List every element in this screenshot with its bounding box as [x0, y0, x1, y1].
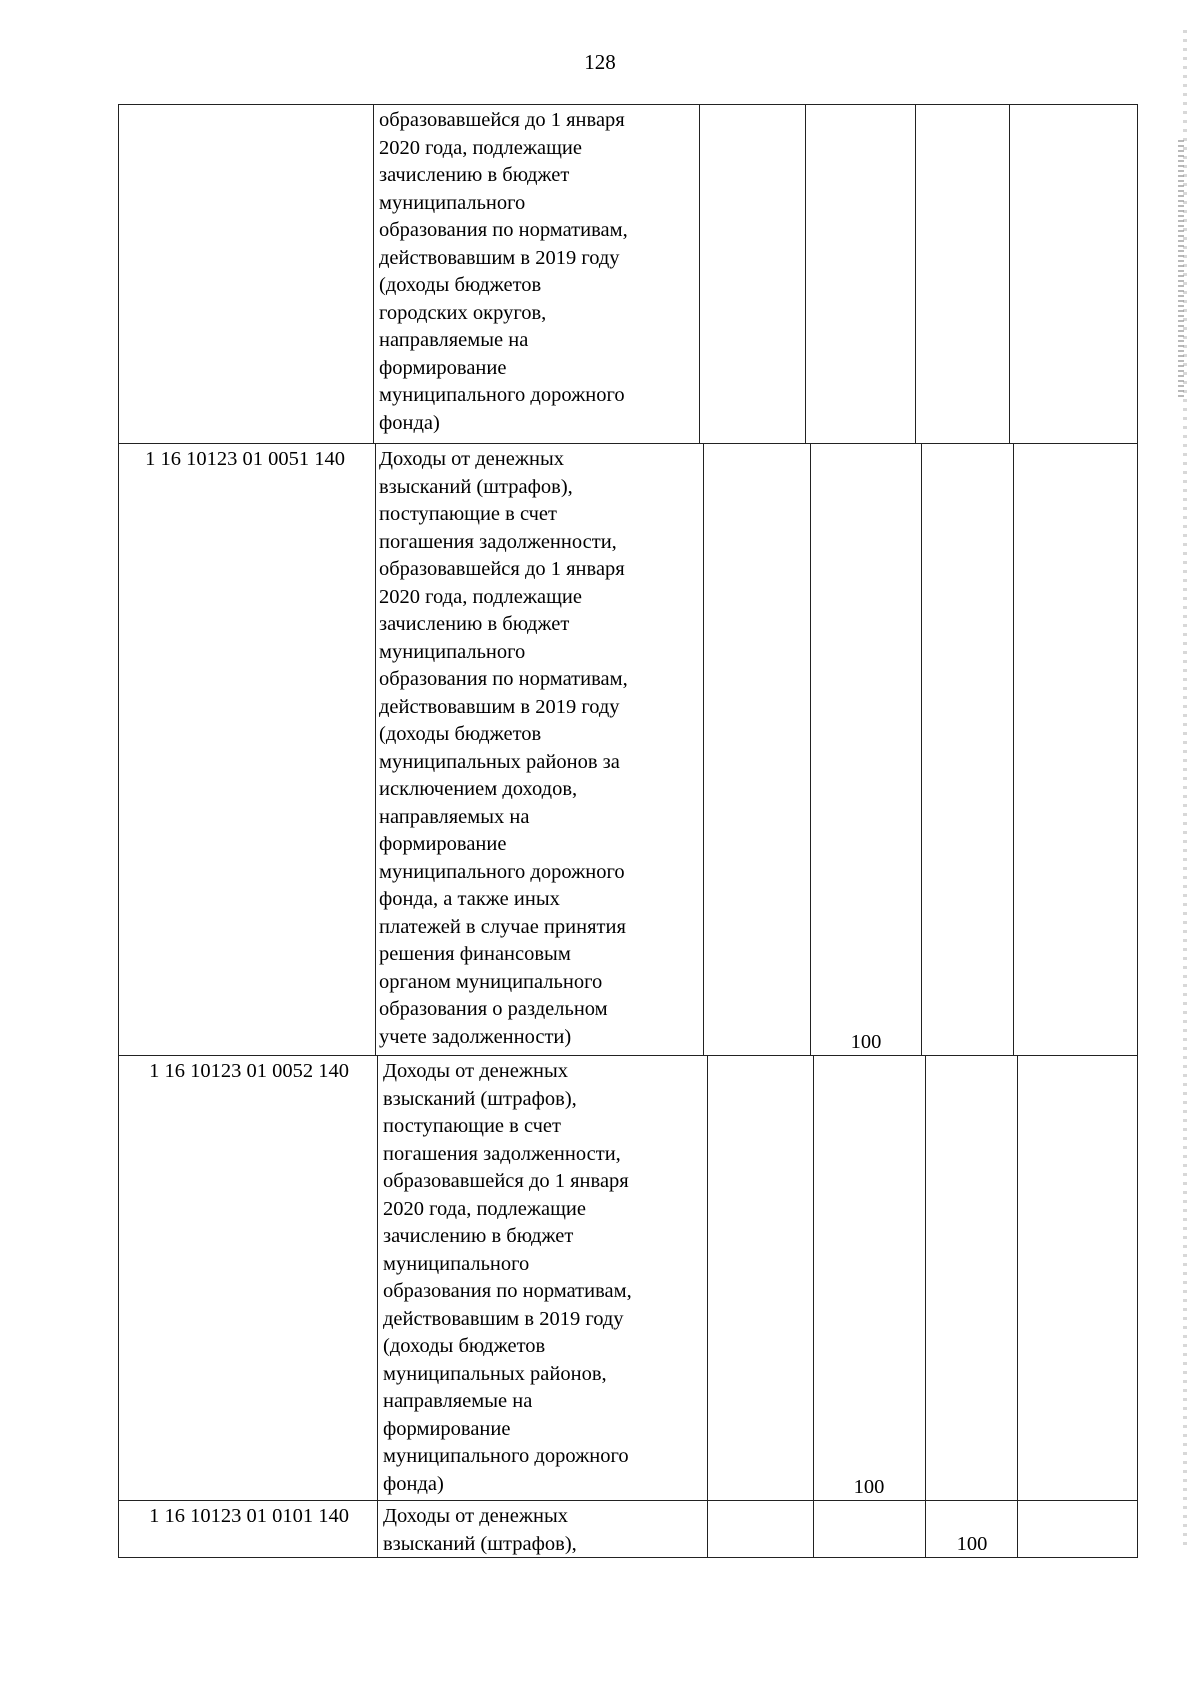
kbk-code-cell: 1 16 10123 01 0101 140: [149, 1505, 349, 1527]
table-row: [118, 1501, 1138, 1558]
kbk-code-cell: 1 16 10123 01 0052 140: [149, 1060, 349, 1082]
scan-edge-artifact: [1178, 140, 1184, 400]
table-row: [118, 1056, 1138, 1501]
description-cell: Доходы от денежных взысканий (штрафов), поступающие в счет погашения задолженности, образовавшейся до 1 января 2020 года, подлежащие зачислению в бюджет муниципального образования по нормативам, действовавшим в 2019 году (доходы бюджетов муниципальных районов, направляемые на формирование муниципального дорожного фонда): [383, 1060, 632, 1495]
description-cell: Доходы от денежных взысканий (штрафов),: [383, 1505, 577, 1555]
table-row: [118, 104, 1138, 444]
description-cell: Доходы от денежных взысканий (штрафов), поступающие в счет погашения задолженности, образовавшейся до 1 января 2020 года, подлежащие зачислению в бюджет муниципального образования по нормативам, действовавшим в 2019 году (доходы бюджетов муниципальных районов за исключением доходов, направляемых на формирование муниципального дорожного фонда, а также иных платежей в случае принятия решения финансовым органом муниципального образования о раздельном учете задолженности): [379, 448, 628, 1048]
value-cell: 100: [853, 1476, 885, 1498]
description-cell: образовавшейся до 1 января 2020 года, подлежащие зачислению в бюджет муниципального образования по нормативам, действовавшим в 2019 году (доходы бюджетов городских округов, направляемые на формирование муниципального дорожного фонда): [379, 109, 628, 434]
value-cell: 100: [850, 1031, 882, 1053]
page-number: 128: [584, 50, 616, 74]
value-cell: 100: [956, 1533, 988, 1555]
kbk-code-cell: 1 16 10123 01 0051 140: [145, 448, 345, 470]
table-row: [118, 444, 1138, 1056]
